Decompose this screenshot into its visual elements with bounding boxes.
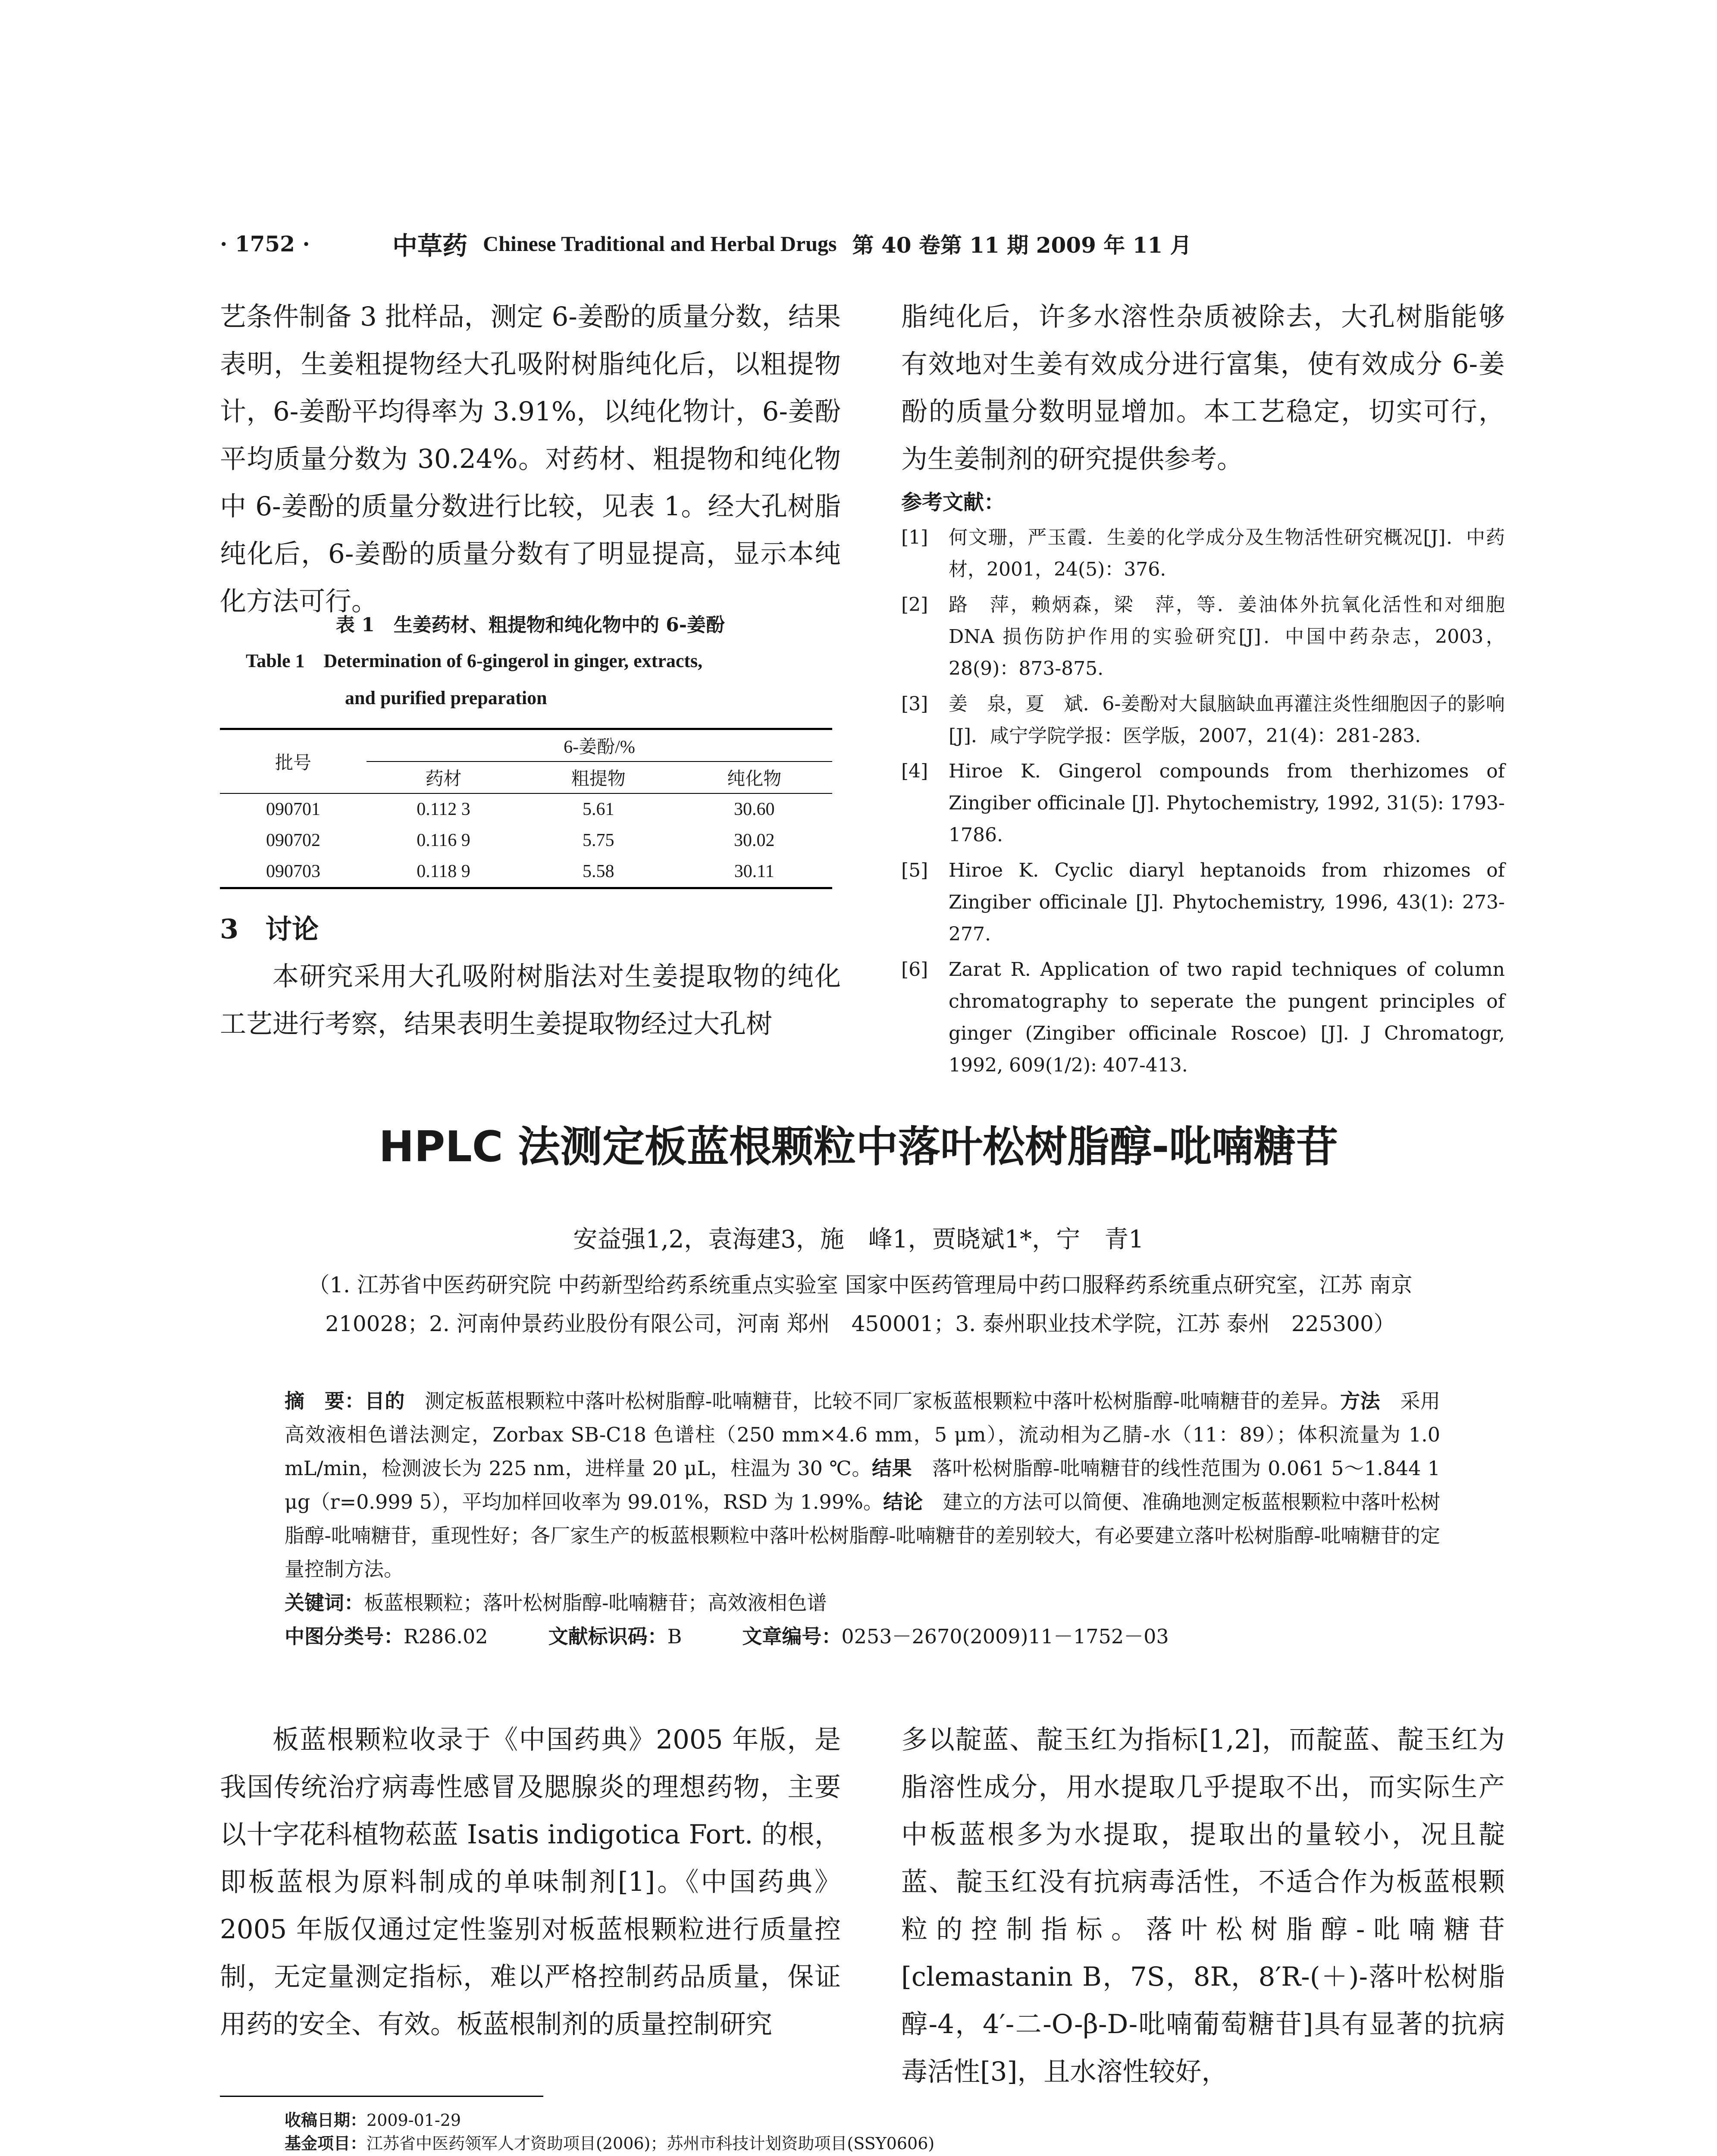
keywords: 关键词：板蓝根颗粒；落叶松树脂醇-吡喃糖苷；高效液相色谱 — [285, 1591, 827, 1614]
intro-paragraph: 板蓝根颗粒收录于《中国药典》2005 年版，是我国传统治疗病毒性感冒及腮腺炎的理想药物，主要以十字花科植物菘蓝 Isatis indigotica Fort. 的根，即板蓝根为原料制成的单味制剂[1]。《中国药典》2005 年版仅通过定性鉴别对板蓝根颗粒进行质量控制，无定量测定指标，难以严格控制药品质量，保证用药的安全、有效。板蓝根制剂的质量控制研究 — [220, 1724, 841, 2040]
table-row — [220, 856, 832, 888]
journal-title-en: Chinese Traditional and Herbal Drugs — [483, 232, 837, 256]
footnote-divider — [220, 2096, 543, 2097]
footnotes: 收稿日期：2009-01-29 基金项目：江苏省中医药领军人才资助项目(2006)；苏州市科技计划资助项目(SSY0606) — [285, 2111, 935, 2153]
body-left-column — [220, 1716, 841, 2048]
table-cell: 5.75 — [582, 830, 614, 850]
results-paragraph: 艺条件制备 3 批样品，测定 6-姜酚的质量分数，结果表明，生姜粗提物经大孔吸附树脂纯化后，以粗提物计，6-姜酚平均得率为 3.91%，以纯化物计，6-姜酚平均质量分数为 30.24%。对药材、粗提物和纯化物中 6-姜酚的质量分数进行比较，见表 1。经大孔树脂纯化后，6-姜酚的质量分数有了明显提高，显示本纯化方法可行。 — [220, 301, 841, 617]
section-title: 3 讨论 — [220, 913, 319, 945]
col-header: 纯化物 — [727, 769, 782, 789]
affiliation-line-1: （1. 江苏省中医药研究院 中药新型给药系统重点实验室 国家中医药管理局中药口服释药系统重点研究室，江苏 南京 — [308, 1272, 1413, 1297]
table-1 — [220, 608, 841, 889]
abstract-block — [285, 1384, 1440, 1653]
body-right-column — [901, 1716, 1505, 2096]
data-table — [220, 728, 832, 889]
classification-line: 中图分类号：R286.02 文献标识码：B 文章编号：0253－2670(2009)11－1752－03 — [285, 1625, 1169, 1648]
table-cell: 090701 — [266, 799, 320, 819]
discussion-paragraph: 本研究采用大孔吸附树脂法对生姜提取物的纯化工艺进行考察，结果表明生姜提取物经过大孔树 — [220, 961, 841, 1039]
intro-continued: 多以靛蓝、靛玉红为指标[1,2]，而靛蓝、靛玉红为脂溶性成分，用水提取几乎提取不出，而实际生产中板蓝根多为水提取，提取出的量较小，况且靛蓝、靛玉红没有抗病毒活性，不适合作为板蓝根颗粒的控制指标。落叶松树脂醇-吡喃糖苷[clemastanin B，7S，8R，8′R-(＋)-落叶松树脂醇-4，4′-二-O-β-D-吡喃葡萄糖苷]具有显著的抗病毒活性[3]，且水溶性较好， — [901, 1724, 1505, 2087]
top-right-column — [901, 293, 1505, 1085]
col-header: 粗提物 — [571, 769, 626, 789]
table-cell: 30.02 — [733, 830, 775, 850]
reference-item: [4] Hiroe K. Gingerol compounds from therhizomes of Zingiber officinale [J]. Phytochemistry, 1992, 31(5): 1793-1786. — [901, 760, 1505, 846]
conclusion-paragraph: 脂纯化后，许多水溶性杂质被除去，大孔树脂能够有效地对生姜有效成分进行富集，使有效成分 6-姜酚的质量分数明显增加。本工艺稳定，切实可行，为生姜制剂的研究提供参考。 — [901, 301, 1505, 474]
table-caption-en-2: and purified preparation — [345, 687, 547, 708]
abstract-text: 摘 要：目的 测定板蓝根颗粒中落叶松树脂醇-吡喃糖苷，比较不同厂家板蓝根颗粒中落叶松树脂醇-吡喃糖苷的差异。方法 采用高效液相色谱法测定，Zorbax SB-C18 色谱柱（250 mm×4.6 mm，5 μm），流动相为乙腈-水（11：89）；体积流量为 1.0 mL/min，检测波长为 225 nm，进样量 20 μL，柱温为 30 ℃。结果 落叶松树脂醇-吡喃糖苷的线性范围为 0.061 5～1.844 1 μg（r=0.999 5），平均加样回收率为 99.01%，RSD 为 1.99%。结论 建立的方法可以简便、准确地测定板蓝根颗粒中落叶松树脂醇-吡喃糖苷，重现性好；各厂家生产的板蓝根颗粒中落叶松树脂醇-吡喃糖苷的差别较大，有必要建立落叶松树脂醇-吡喃糖苷的定量控制方法。 — [285, 1389, 1441, 1581]
table-row — [220, 793, 832, 825]
reference-item: [3] 姜 泉，夏 斌．6-姜酚对大鼠脑缺血再灌注炎性细胞因子的影响[J]．咸宁学院学报：医学版，2007，21(4)：281-283. — [901, 693, 1505, 747]
table-cell: 5.61 — [582, 799, 614, 819]
affiliation-line-2: 210028；2. 河南仲景药业股份有限公司，河南 郑州 450001；3. 泰州职业技术学院，江苏 泰州 225300） — [325, 1311, 1395, 1336]
table-cell: 0.116 9 — [417, 830, 470, 850]
abstract-label: 摘 要： — [285, 1389, 365, 1413]
references-title: 参考文献： — [901, 490, 1005, 514]
col-header: 药材 — [425, 769, 462, 789]
author-list: 安益强1,2，袁海建3，施 峰1，贾晓斌1*，宁 青1 — [573, 1225, 1144, 1253]
running-header — [220, 224, 1496, 263]
table-cell: 30.11 — [734, 862, 774, 881]
table-cell: 090702 — [266, 830, 320, 850]
affiliations — [241, 1266, 1479, 1343]
gingerol-header: 6-姜酚/% — [367, 729, 832, 762]
reference-item: [1] 何文珊，严玉霞．生姜的化学成分及生物活性研究概况[J]．中药材，2001，24(5)：376. — [901, 526, 1505, 580]
top-left-column — [220, 293, 841, 625]
page-number: · 1752 · — [220, 231, 310, 257]
journal-title-cn: 中草药 — [392, 231, 468, 260]
reference-item: [6] Zarat R. Application of two rapid techniques of column chromatography to seperate the pungent principles of ginger (Zingiber officinale Roscoe) [J]. J Chromatogr, 1992, 609(1/2): 407-413. — [901, 959, 1505, 1076]
reference-item: [2] 路 萍，赖炳森，梁 萍，等．姜油体外抗氧化活性和对细胞DNA 损伤防护作用的实验研究[J]．中国中药杂志，2003，28(9)：873-875. — [901, 594, 1505, 680]
table-cell: 090703 — [266, 862, 320, 881]
table-cell: 30.60 — [733, 799, 775, 819]
table-caption-cn: 表 1 生姜药材、粗提物和纯化物中的 6-姜酚 — [335, 614, 725, 636]
references-list — [901, 522, 1505, 1081]
table-caption-en-1: Table 1 Determination of 6-gingerol in ginger, extracts, — [246, 650, 703, 671]
batch-header: 批号 — [275, 753, 311, 773]
reference-item: [5] Hiroe K. Cyclic diaryl heptanoids from rhizomes of Zingiber officinale [J]. Phytochemistry, 1996, 43(1): 273-277. — [901, 859, 1505, 945]
table-cell: 5.58 — [582, 862, 614, 881]
table-cell: 0.118 9 — [417, 862, 470, 881]
table-row — [220, 825, 832, 856]
article-title: HPLC 法测定板蓝根颗粒中落叶松树脂醇-吡喃糖苷 — [379, 1122, 1338, 1172]
discussion-section — [220, 906, 841, 1048]
issue-info: 第 40 卷第 11 期 2009 年 11 月 — [852, 232, 1192, 258]
table-cell: 0.112 3 — [417, 799, 470, 819]
